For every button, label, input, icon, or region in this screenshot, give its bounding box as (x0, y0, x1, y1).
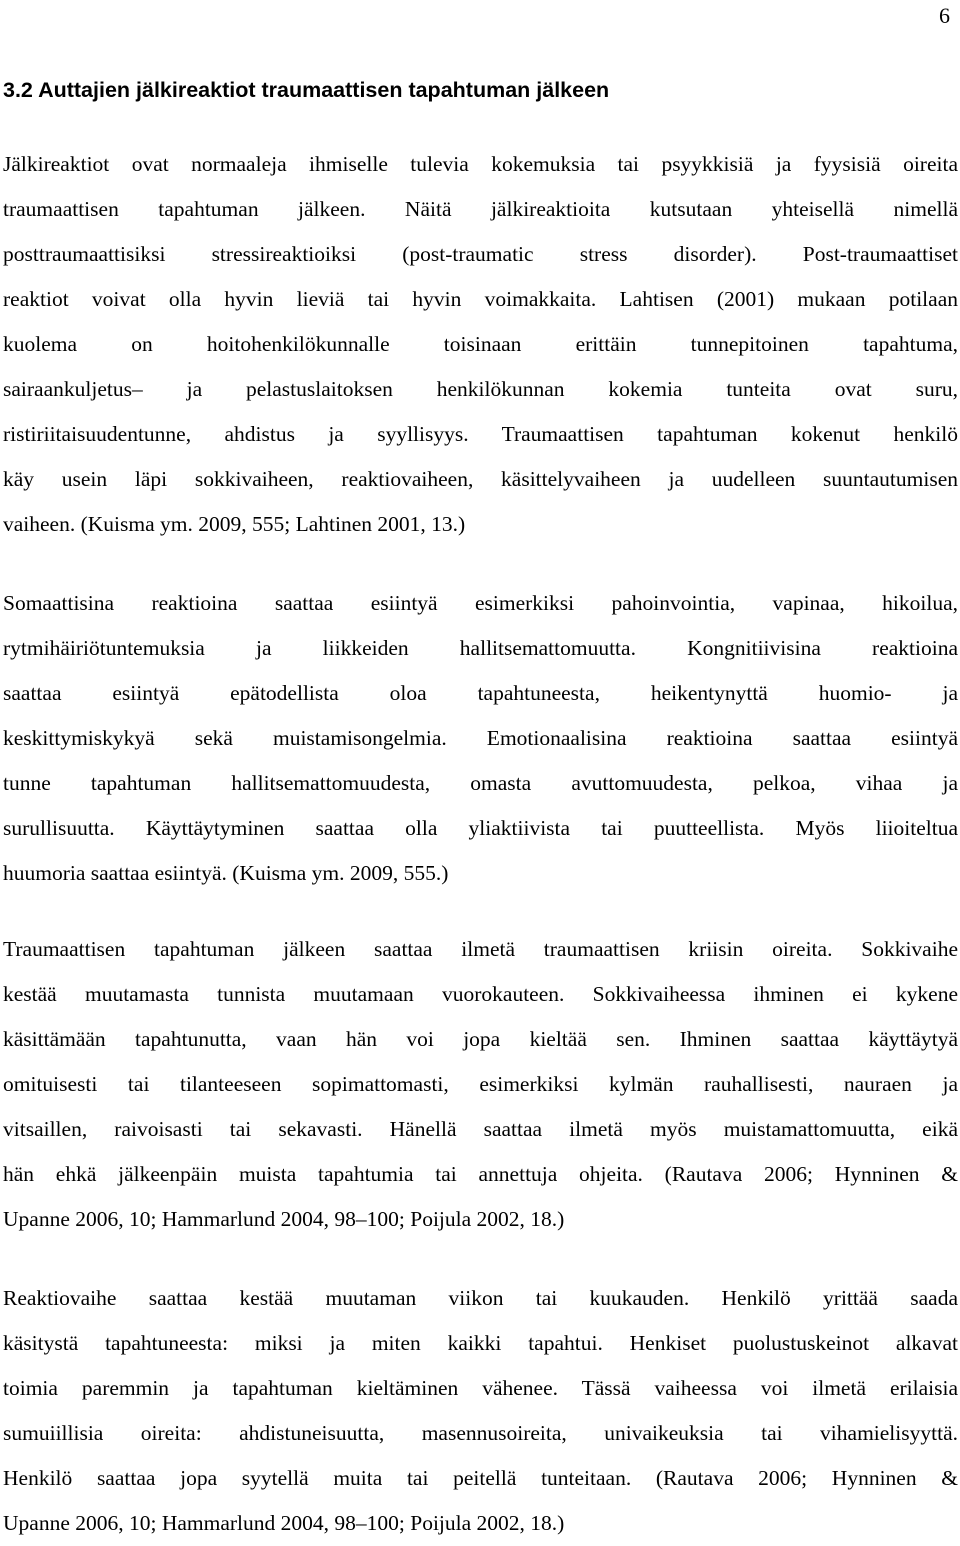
paragraph-line: keskittymiskykyä sekä muistamisongelmia. Emotionaalisina reaktioina saattaa esiintyä (3, 726, 958, 750)
paragraph-3 (3, 927, 958, 1242)
paragraph-line: vitsaillen, raivoisasti tai sekavasti. Hänellä saattaa ilmetä myös muistamattomuutta, eikä (3, 1117, 958, 1141)
paragraph-line: sairaankuljetus– ja pelastuslaitoksen henkilökunnan kokemia tunteita ovat suru, (3, 377, 958, 401)
paragraph-line: tunne tapahtuman hallitsemattomuudesta, omasta avuttomuudesta, pelkoa, vihaa ja (3, 771, 958, 795)
paragraph-line: kestää muutamasta tunnista muutamaan vuorokauteen. Sokkivaiheessa ihminen ei kykene (3, 982, 958, 1006)
paragraph-4 (3, 1276, 958, 1546)
paragraph-line: posttraumaattisiksi stressireaktioiksi (post-traumatic stress disorder). Post-traumaattiset (3, 242, 958, 266)
paragraph-line: Jälkireaktiot ovat normaaleja ihmiselle tulevia kokemuksia tai psyykkisiä ja fyysisiä oireita (3, 152, 958, 176)
paragraph-line: reaktiot voivat olla hyvin lieviä tai hyvin voimakkaita. Lahtisen (2001) mukaan potilaan (3, 287, 958, 311)
page-number: 6 (939, 3, 950, 28)
paragraph-line: käy usein läpi sokkivaiheen, reaktiovaiheen, käsittelyvaiheen ja uudelleen suuntautumisen (3, 467, 958, 491)
paragraph-line: kuolema on hoitohenkilökunnalle toisinaan erittäin tunnepitoinen tapahtuma, (3, 332, 958, 356)
paragraph-line: Upanne 2006, 10; Hammarlund 2004, 98–100; Poijula 2002, 18.) (3, 1207, 565, 1231)
paragraph-line: omituisesti tai tilanteeseen sopimattomasti, esimerkiksi kylmän rauhallisesti, nauraen ja (3, 1072, 958, 1096)
paragraph-line: traumaattisen tapahtuman jälkeen. Näitä jälkireaktioita kutsutaan yhteisellä nimellä (3, 197, 958, 221)
paragraph-2 (3, 581, 958, 896)
paragraph-line: Somaattisina reaktioina saattaa esiintyä esimerkiksi pahoinvointia, vapinaa, hikoilua, (3, 591, 958, 615)
paragraph-line: sumuiillisia oireita: ahdistuneisuutta, masennusoireita, univaikeuksia tai vihamielisyyttä. (3, 1421, 958, 1445)
paragraph-1 (3, 142, 958, 547)
paragraph-line: Henkilö saattaa jopa syytellä muita tai peitellä tunteitaan. (Rautava 2006; Hynninen & (3, 1466, 958, 1490)
paragraph-line: rytmihäiriötuntemuksia ja liikkeiden hallitsemattomuutta. Kongnitiivisina reaktioina (3, 636, 958, 660)
paragraph-line: hän ehkä jälkeenpäin muista tapahtumia tai annettuja ohjeita. (Rautava 2006; Hynninen & (3, 1162, 958, 1186)
paragraph-line: vaiheen. (Kuisma ym. 2009, 555; Lahtinen 2001, 13.) (3, 512, 466, 536)
paragraph-line: saattaa esiintyä epätodellista oloa tapahtuneesta, heikentynyttä huomio- ja (3, 681, 958, 705)
paragraph-line: käsitystä tapahtuneesta: miksi ja miten kaikki tapahtui. Henkiset puolustuskeinot alkavat (3, 1331, 958, 1355)
paragraph-line: Traumaattisen tapahtuman jälkeen saattaa ilmetä traumaattisen kriisin oireita. Sokkivaihe (3, 937, 958, 961)
paragraph-line: huumoria saattaa esiintyä. (Kuisma ym. 2009, 555.) (3, 861, 449, 885)
paragraph-line: surullisuutta. Käyttäytyminen saattaa olla yliaktiivista tai puutteellista. Myös liioiteltua (3, 816, 958, 840)
paragraph-line: käsittämään tapahtunutta, vaan hän voi jopa kieltää sen. Ihminen saattaa käyttäytyä (3, 1027, 958, 1051)
section-heading: 3.2 Auttajien jälkireaktiot traumaattisen tapahtuman jälkeen (3, 78, 610, 102)
paragraph-line: Upanne 2006, 10; Hammarlund 2004, 98–100; Poijula 2002, 18.) (3, 1511, 565, 1535)
paragraph-line: Reaktiovaihe saattaa kestää muutaman viikon tai kuukauden. Henkilö yrittää saada (3, 1286, 958, 1310)
paragraph-line: ristiriitaisuudentunne, ahdistus ja syyllisyys. Traumaattisen tapahtuman kokenut henkilö (3, 422, 958, 446)
paragraph-line: toimia paremmin ja tapahtuman kieltäminen vähenee. Tässä vaiheessa voi ilmetä erilaisia (3, 1376, 958, 1400)
